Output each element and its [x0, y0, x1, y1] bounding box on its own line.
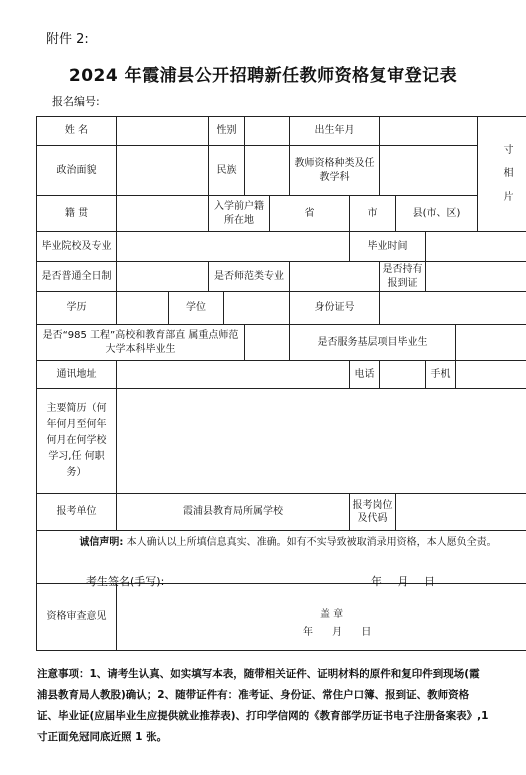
grassroots-service-field[interactable]	[456, 325, 526, 361]
normal-major-field[interactable]	[290, 262, 380, 292]
key-university-label: 是否“985 工程”高校和教育部直 属重点师范大学本科毕业生	[37, 325, 245, 361]
education-label: 学历	[37, 292, 117, 325]
education-field[interactable]	[117, 292, 169, 325]
name-field[interactable]	[117, 117, 209, 146]
fulltime-field[interactable]	[117, 262, 209, 292]
review-date: 年 月 日	[303, 627, 372, 638]
apply-unit-label: 报考单位	[37, 494, 117, 531]
origin-label: 籍 贯	[37, 196, 117, 232]
resume-field[interactable]	[117, 389, 526, 494]
attachment-label: 附件 2:	[46, 32, 89, 47]
notes-text: 注意事项：1、请考生认真、如实填写本表，随带相关证件、证明材料的原件和复印件到现场(霞浦县教育局人教股)确认；2、随带证件有：准考证、身份证、常住户口簿、报到证、教师资格证、毕业证(应届毕业生应提供就业推荐表)、打印学信网的《教育部学历证书电子注册备案表》,1 寸正面免冠同底近照 1 张。	[37, 668, 489, 743]
id-number-field[interactable]	[380, 292, 526, 325]
school-label: 毕业院校及专业	[37, 232, 117, 262]
registration-number-label: 报名编号:	[52, 95, 100, 108]
birth-label: 出生年月	[290, 117, 380, 146]
political-status-label: 政治面貌	[37, 146, 117, 196]
signature-label: 考生签名(手写):	[86, 575, 165, 588]
political-status-field[interactable]	[117, 146, 209, 196]
grassroots-service-label: 是否服务基层项目毕业生	[290, 325, 456, 361]
mobile-field[interactable]	[456, 361, 526, 389]
declaration-text: 本人确认以上所填信息真实、准确。如有不实导致被取消录用资格，本人愿负全责。	[126, 537, 497, 548]
report-cert-label: 是否持有报到证	[380, 262, 426, 292]
sign-date: 年 月 日	[371, 575, 435, 588]
normal-major-label: 是否师范类专业	[209, 262, 290, 292]
origin-field[interactable]	[117, 196, 209, 232]
graduation-time-label: 毕业时间	[350, 232, 426, 262]
id-number-label: 身份证号	[290, 292, 380, 325]
apply-post-label: 报考岗位及代码	[350, 494, 396, 531]
key-university-field[interactable]	[245, 325, 290, 361]
gender-label: 性别	[209, 117, 245, 146]
city-label: 市	[350, 196, 396, 232]
form-title: 2024 年霞浦县公开招聘新任教师资格复审登记表	[68, 66, 458, 86]
mobile-label: 手机	[426, 361, 456, 389]
birth-field[interactable]	[380, 117, 478, 146]
declaration-title: 诚信声明:	[79, 537, 124, 548]
degree-field[interactable]	[224, 292, 290, 325]
seal-label: 盖 章	[320, 609, 344, 620]
report-cert-field[interactable]	[426, 262, 526, 292]
degree-label: 学位	[169, 292, 224, 325]
graduation-time-field[interactable]	[426, 232, 526, 262]
fulltime-label: 是否普通全日制	[37, 262, 117, 292]
address-field[interactable]	[117, 361, 350, 389]
phone-field[interactable]	[380, 361, 426, 389]
ethnic-field[interactable]	[245, 146, 290, 196]
ethnic-label: 民族	[209, 146, 245, 196]
hukou-label: 入学前户籍所在地	[209, 196, 270, 232]
review-opinion-field[interactable]	[117, 584, 526, 651]
teacher-cert-label: 教师资格种类及任教学科	[290, 146, 380, 196]
province-label: 省	[270, 196, 350, 232]
apply-post-field[interactable]	[396, 494, 526, 531]
teacher-cert-field[interactable]	[380, 146, 478, 196]
school-field[interactable]	[117, 232, 350, 262]
name-label: 姓 名	[37, 117, 117, 146]
review-opinion-label: 资格审查意见	[37, 584, 117, 651]
apply-unit-value: 霞浦县教育局所属学校	[117, 494, 350, 531]
registration-form-table	[36, 116, 526, 651]
resume-label: 主要简历（何年何月至何年何月在何学校学习,任 何职务）	[37, 389, 117, 494]
address-label: 通讯地址	[37, 361, 117, 389]
county-label: 县(市、区)	[396, 196, 478, 232]
photo-box: 寸 相 片	[478, 117, 526, 232]
gender-field[interactable]	[245, 117, 290, 146]
phone-label: 电话	[350, 361, 380, 389]
